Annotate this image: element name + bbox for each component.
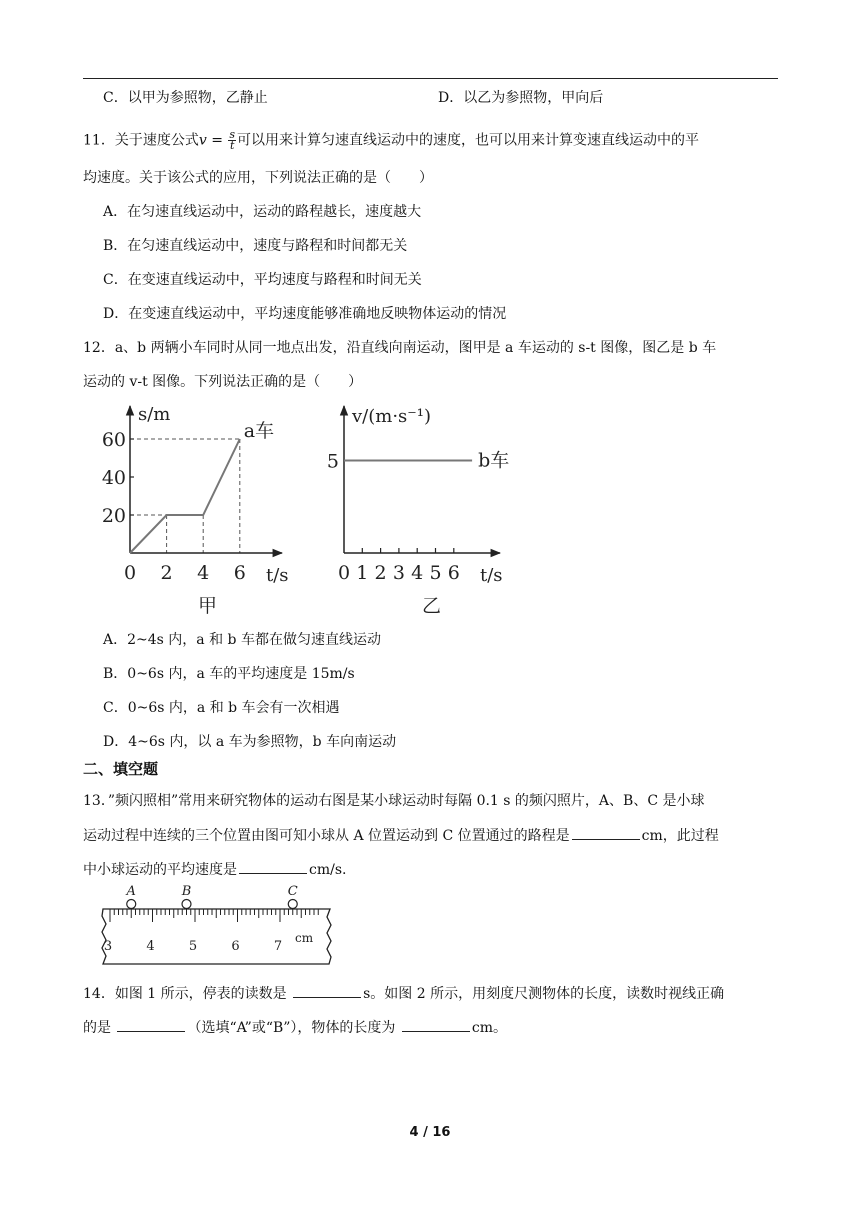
x-tick-label: 1	[356, 562, 369, 584]
ruler-number: 7	[273, 939, 283, 954]
q12-option-d: D．4~6s 内，以 a 车为参照物，b 车向南运动	[103, 734, 397, 750]
x-tick-label: 4	[411, 562, 424, 584]
x-tick-label: 6	[233, 562, 246, 584]
formula-v: v	[198, 132, 207, 149]
q10-option-d: D．以乙为参照物，甲向后	[438, 90, 604, 106]
series-label-a: a车	[243, 420, 275, 442]
ball-positions	[126, 884, 298, 909]
ruler-figure	[95, 883, 340, 971]
q13-line3	[83, 859, 346, 880]
ticks	[327, 451, 460, 585]
formula-fraction	[228, 130, 236, 151]
q13-line1: 13．”频闪照相”常用来研究物体的运动右图是某小球运动时每隔 0.1 s 的频闪照片，A、B、C 是小球	[83, 793, 705, 809]
x-tick-label: 0	[337, 562, 351, 584]
ruler-number: 4	[146, 939, 155, 954]
chart-yi	[322, 398, 532, 620]
answer-blank-stopwatch[interactable]	[293, 983, 361, 998]
q13-line2-text: 运动过程中连续的三个位置由图可知小球从 A 位置运动到 C 位置通过的路程是	[83, 828, 570, 844]
q13-line3-unit: cm/s.	[309, 862, 347, 878]
formula-eq: =	[206, 132, 228, 149]
y-axis-label: s/m	[138, 404, 171, 425]
ruler-number: 6	[231, 939, 240, 954]
answer-blank-sightline[interactable]	[117, 1017, 185, 1032]
ball-b	[182, 900, 191, 909]
q12-stem-line1: 12．a、b 两辆小车同时从同一地点出发，沿直线向南运动，图甲是 a 车运动的 s-t 图像，图乙是 b 车	[83, 340, 717, 356]
section-title: 二、填空题	[83, 760, 159, 778]
q11-option-b: B．在匀速直线运动中，速度与路程和时间都无关	[103, 238, 408, 254]
q11-line1-rest: 可以用来计算匀速直线运动中的速度，也可以用来计算变速直线运动中的平	[237, 132, 700, 149]
x-tick-label: 5	[429, 562, 442, 584]
q11-option-c: C．在变速直线运动中，平均速度与路程和时间无关	[103, 272, 422, 288]
chart-jia	[90, 398, 320, 620]
q11-stem-line1	[83, 130, 699, 151]
y-tick-label: 5	[326, 450, 339, 473]
q11-option-a: A．在匀速直线运动中，运动的路程越长，速度越大	[103, 204, 422, 220]
answer-blank-speed[interactable]	[239, 859, 307, 874]
q14-line2-text: 的是	[83, 1020, 111, 1036]
q12-stem-line2: 运动的 v-t 图像。下列说法正确的是（ ）	[83, 374, 363, 390]
ruler-unit: cm	[295, 931, 314, 945]
x-tick-label: 0	[123, 562, 137, 584]
ruler-number: 3	[103, 939, 113, 954]
series-label-b: b车	[478, 449, 510, 472]
x-tick-label: 6	[447, 562, 460, 584]
header-divider	[83, 78, 778, 79]
q10-option-c: C．以甲为参照物，乙静止	[103, 90, 268, 106]
q11-prefix: 11．关于速度公式	[83, 132, 199, 149]
answer-blank-length[interactable]	[402, 1017, 470, 1032]
x-tick-label: 2	[374, 562, 387, 584]
ruler-number: 5	[188, 939, 198, 954]
chart-caption: 甲	[198, 595, 218, 617]
y-axis-label: v/(m·s⁻¹)	[352, 406, 432, 427]
ball-a	[127, 900, 136, 909]
answer-blank-distance[interactable]	[572, 825, 640, 840]
q14-line2-mid: （选填“A”或“B”），物体的长度为	[187, 1020, 396, 1036]
formula-denominator: t	[230, 139, 235, 152]
q12-option-b: B．0~6s 内，a 车的平均速度是 15m/s	[103, 666, 355, 682]
ball-c	[288, 900, 297, 909]
ticks	[102, 429, 246, 584]
page-number: 4 / 16	[409, 1125, 451, 1140]
q14-line2-unit: cm。	[471, 1020, 508, 1036]
q14-line1-rest: s。如图 2 所示，用刻度尺测物体的长度，读数时视线正确	[363, 986, 725, 1002]
ball-label: C	[287, 884, 298, 899]
q11-stem-line2: 均速度。关于该公式的应用，下列说法正确的是（ ）	[83, 170, 433, 186]
q14-line1	[83, 983, 724, 1004]
q13-line3-text: 中小球运动的平均速度是	[83, 862, 237, 878]
q13-line2-unit: cm，此过程	[641, 828, 719, 844]
x-tick-label: 4	[197, 562, 210, 584]
x-tick-label: 2	[160, 562, 173, 584]
formula-numerator: s	[229, 128, 236, 141]
x-axis-label: t/s	[480, 565, 503, 586]
q12-option-c: C．0~6s 内，a 和 b 车会有一次相遇	[103, 700, 340, 716]
q13-line2	[83, 825, 719, 846]
y-tick-label: 60	[101, 429, 126, 451]
q11-option-d: D．在变速直线运动中，平均速度能够准确地反映物体运动的情况	[103, 306, 507, 322]
x-tick-label: 3	[392, 562, 405, 584]
q14-line1-text: 14．如图 1 所示，停表的读数是	[83, 986, 287, 1002]
chart-caption: 乙	[422, 595, 442, 617]
series-line-a	[130, 439, 240, 553]
y-tick-label: 20	[101, 505, 126, 527]
q12-option-a: A．2~4s 内，a 和 b 车都在做匀速直线运动	[103, 632, 381, 648]
ball-label: A	[126, 884, 136, 899]
y-tick-label: 40	[101, 467, 126, 489]
x-axis-label: t/s	[266, 565, 289, 586]
q14-line2	[83, 1017, 507, 1038]
ball-label: B	[181, 884, 192, 899]
